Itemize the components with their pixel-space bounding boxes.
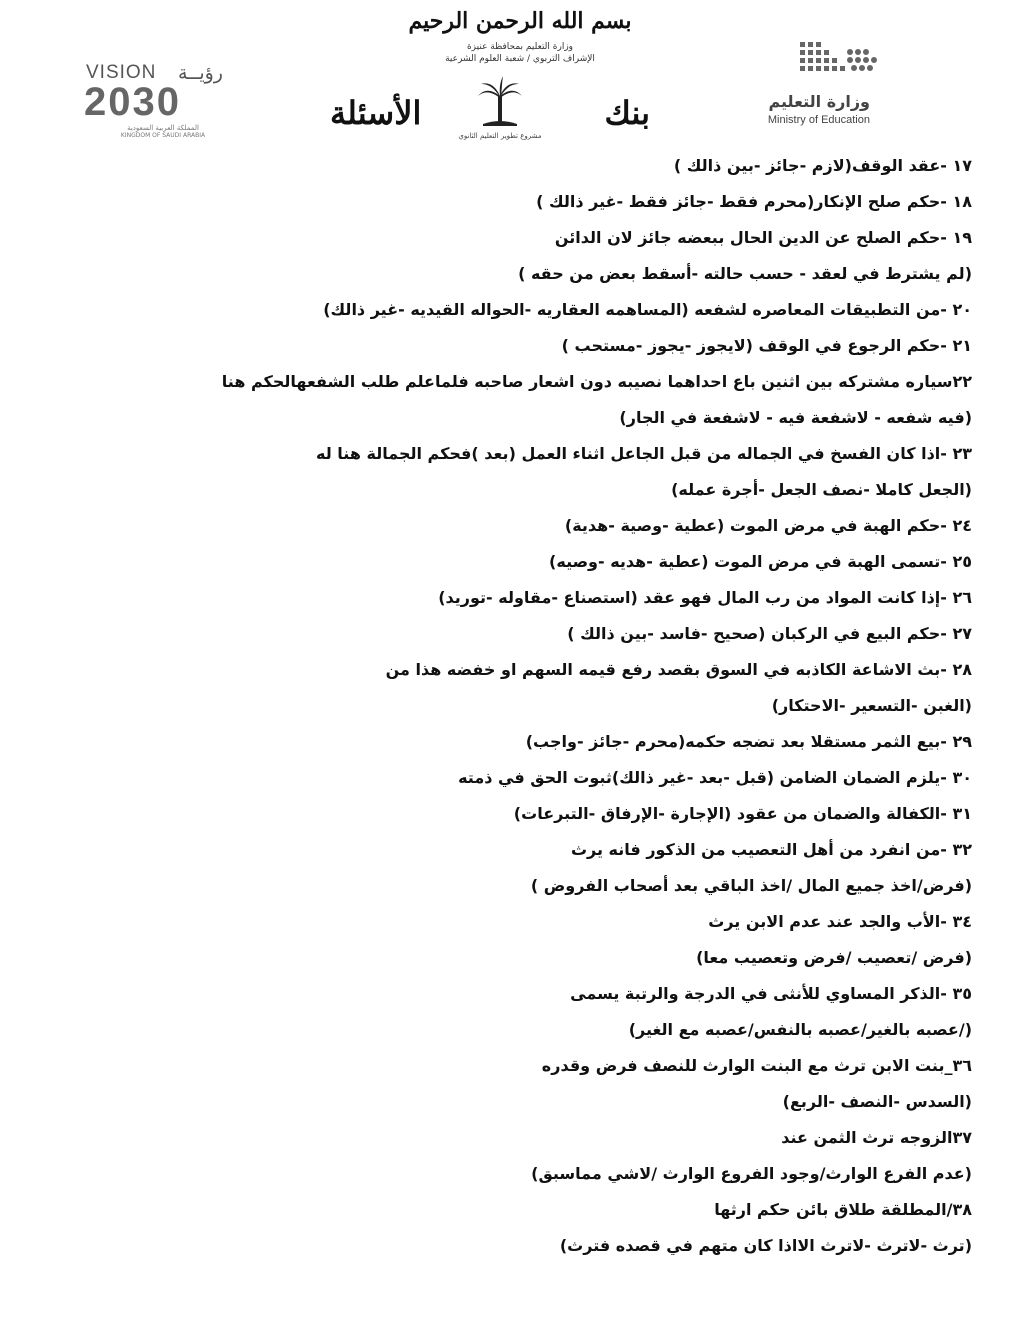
question-bank-title	[330, 88, 650, 148]
vision-year: 2030	[84, 80, 181, 124]
answer-options: (لم يشترط في لعقد - حسب حالته -أسقط بعض من حقه )	[518, 264, 972, 283]
question-line: ٣٢ -من انفرد من أهل التعصيب من الذكور فانه يرث	[570, 840, 972, 859]
question-line: ١٨ -حكم صلح الإنكار(محرم فقط -جائز فقط -غير ذالك )	[536, 192, 972, 211]
vision-subtitle-en: KINGDOM OF SAUDI ARABIA	[120, 132, 206, 139]
question-line: ٢٣ -اذا كان الفسخ في الجماله من قبل الجاعل اثناء العمل (بعد )فحكم الجمالة هنا له	[316, 444, 972, 463]
question-line: ٣٤ -الأب والجد عند عدم الابن يرث	[708, 912, 972, 931]
ministry-name-en: Ministry of Education	[767, 114, 870, 126]
header-subtitle-1: وزارة التعليم بمحافظة عنيزة	[466, 42, 574, 52]
ministry-name-ar: وزارة التعليم	[768, 92, 870, 111]
vision-arabic: رؤيــة	[178, 62, 223, 84]
palm-tree-icon	[475, 74, 525, 130]
question-line: ٣٦_بنت الابن ترث مع البنت الوارث للنصف فرض وقدره	[541, 1056, 972, 1075]
question-line: ٢٧ -حكم البيع في الركبان (صحيح -فاسد -بين ذالك )	[567, 624, 972, 643]
answer-options: (السدس -النصف -الربع)	[782, 1092, 972, 1111]
vision-2030-logo	[78, 62, 248, 139]
question-line: ٢٦ -إذا كانت المواد من رب المال فهو عقد (استصناع -مقاوله -توريد)	[438, 588, 972, 607]
basmala: بسم الله الرحمن الرحيم	[408, 8, 632, 34]
question-line: ٢٨ -بث الاشاعة الكاذبه في السوق بقصد رفع قيمه السهم او خفضه هذا من	[385, 660, 972, 679]
question-line: ٢٩ -بيع الثمر مستقلا بعد تضجه حكمه(محرم -جائز -واجب)	[525, 732, 972, 751]
vision-word: VISION	[86, 62, 157, 83]
question-line: ٣١ -الكفالة والضمان من عقود (الإجارة -الإرفاق -التبرعات)	[513, 804, 972, 823]
answer-options: (فرض/اخذ جميع المال /اخذ الباقي بعد أصحاب الفروض )	[530, 876, 972, 895]
question-line: ٢١ -حكم الرجوع في الوقف (لايجوز -يجوز -مستحب )	[561, 336, 972, 355]
ministry-dots-icon	[798, 40, 878, 74]
question-line: ٢٢سياره مشتركه بين اثنين باع احداهما نصيبه دون اشعار صاحبه فلماعلم طلب الشفعهالحكم هنا	[221, 372, 972, 391]
question-line: ١٧ -عقد الوقف(لازم -جائز -بين ذالك )	[673, 156, 972, 175]
question-line: ٣٨/المطلقة طلاق بائن حكم ارثها	[714, 1200, 972, 1219]
answer-options: (فيه شفعه - لاشفعة فيه - لاشفعة في الجار)	[619, 408, 972, 427]
ministry-logo	[730, 40, 880, 130]
bank-word: بنك	[604, 94, 650, 132]
question-line: ٢٠ -من التطبيقات المعاصره لشفعه (المساهمه العقاريه -الحواله القيديه -غير ذالك)	[323, 300, 972, 319]
question-line: ٣٠ -يلزم الضمان الضامن (قبل -بعد -غير ذالك)ثبوت الحق في ذمته	[458, 768, 972, 787]
questions-word: الأسئلة	[330, 94, 422, 132]
header-subtitle-2: الإشراف التربوي / شعبة العلوم الشرعية	[445, 54, 595, 64]
document-header	[0, 0, 1020, 160]
answer-options: (ترث -لاترث -لاترث الااذا كان متهم في قصده فترث)	[559, 1236, 972, 1255]
question-line: ٣٥ -الذكر المساوي للأنثى في الدرجة والرتبة يسمى	[570, 984, 972, 1003]
project-caption: مشروع تطوير التعليم الثانوي	[458, 132, 542, 140]
question-line: ٢٥ -تسمى الهبة في مرض الموت (عطية -هديه -وصيه)	[549, 552, 972, 571]
answer-options: (عدم الفرع الوارث/وجود الفروع الوارث /لاشي مماسبق)	[531, 1164, 972, 1183]
answer-options: (فرض /تعصيب /فرض وتعصيب معا)	[696, 948, 972, 967]
answer-options: (/عصبه بالغير/عصبه بالنفس/عصبه مع الغير)	[628, 1020, 972, 1039]
question-line: ٣٧الزوجه ترث الثمن عند	[781, 1128, 972, 1147]
vision-subtitle-ar: المملكة العربية السعودية	[127, 124, 199, 132]
question-line: ٢٤ -حكم الهبة في مرض الموت (عطية -وصية -هدية)	[564, 516, 972, 535]
answer-options: (الجعل كاملا -نصف الجعل -أجرة عمله)	[671, 480, 972, 499]
answer-options: (الغبن -التسعير -الاحتكار)	[771, 696, 972, 715]
question-line: ١٩ -حكم الصلح عن الدين الحال ببعضه جائز لان الدائن	[554, 228, 972, 247]
